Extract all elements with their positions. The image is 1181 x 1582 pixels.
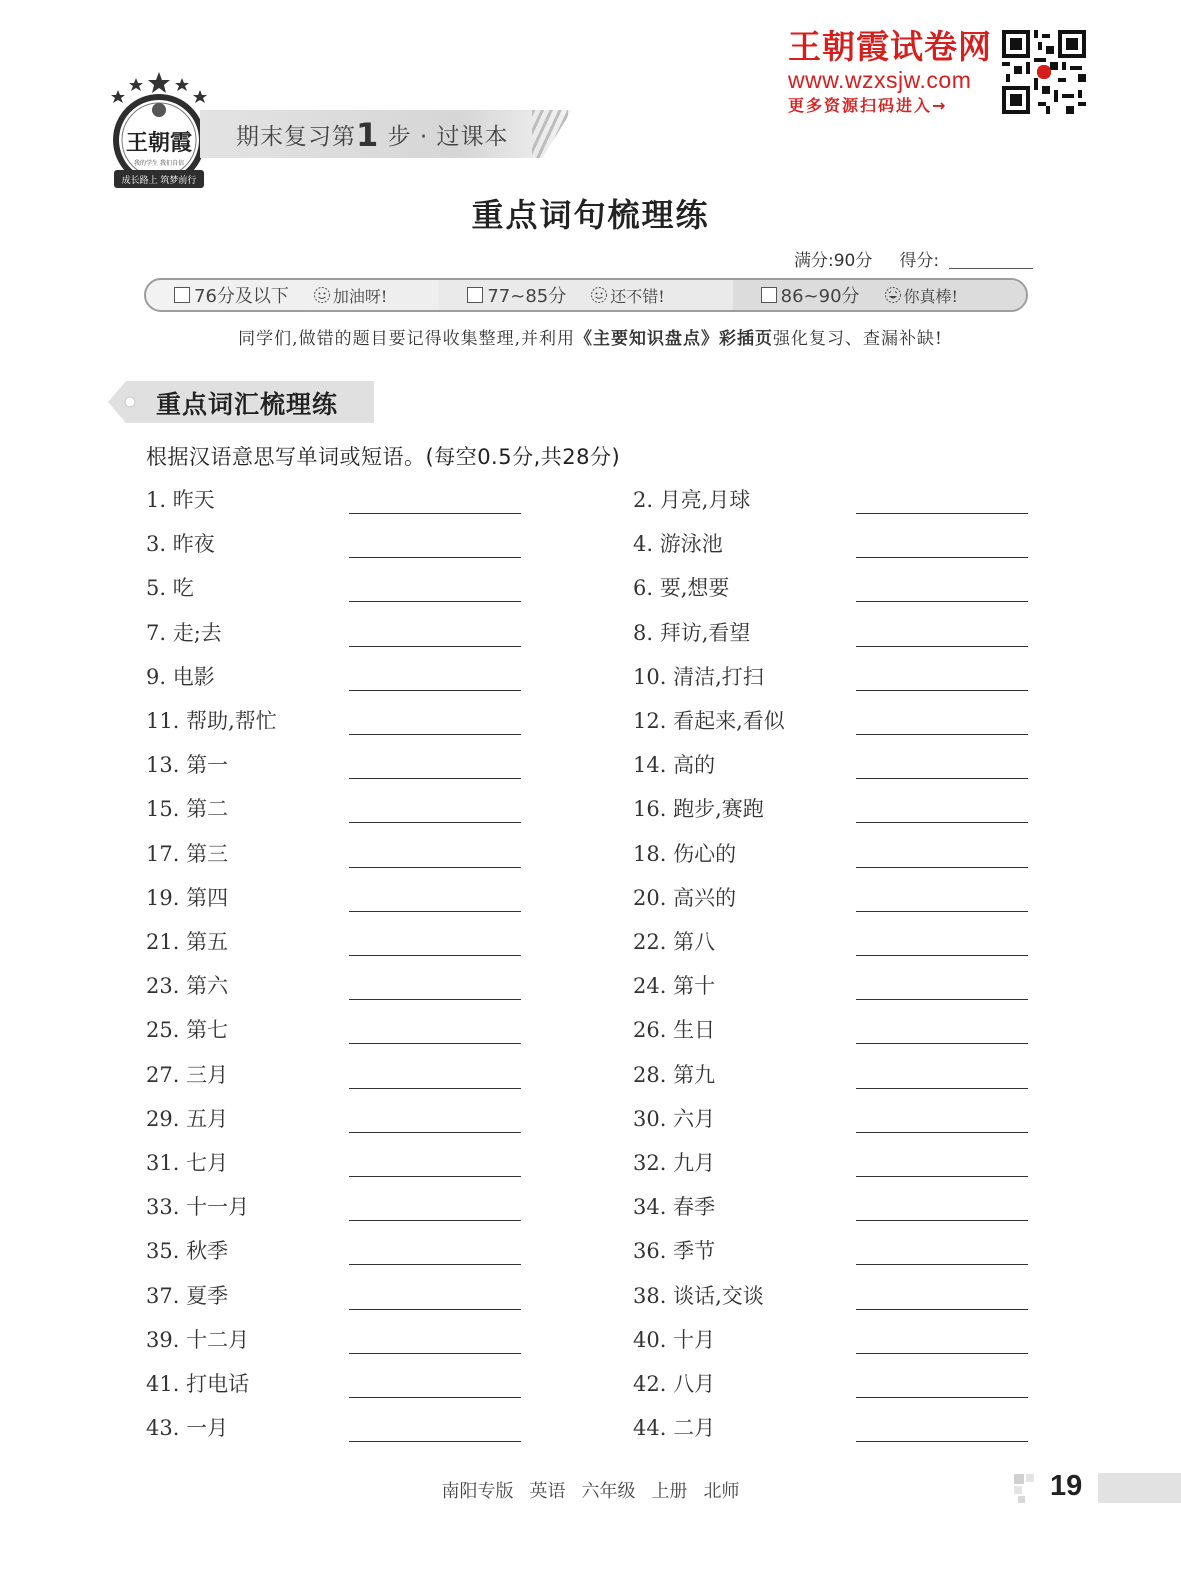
vocab-item: 17. 第三 [146,841,229,866]
vocab-item: 42. 八月 [633,1372,716,1396]
badge-motto: 我的学生 我们自信 [134,160,184,167]
vocab-item: 28. 第九 [633,1062,716,1087]
answer-blank[interactable] [349,955,521,956]
badge-slogan: 成长路上 筑梦前行 [121,176,197,186]
answer-blank[interactable] [856,1353,1028,1354]
answer-blank[interactable] [856,955,1028,956]
vocab-item: 2. 月亮,月球 [633,488,751,512]
answer-blank[interactable] [349,1353,521,1354]
answer-blank[interactable] [349,1043,521,1044]
answer-blank[interactable] [349,690,521,691]
vocab-item: 44. 二月 [633,1416,716,1441]
brand-name: 王朝霞试卷网 [788,27,992,66]
vocab-item: 25. 第七 [146,1018,229,1043]
vocab-item: 14. 高的 [633,753,716,778]
answer-blank[interactable] [349,911,521,912]
vocab-item: 40. 十月 [633,1327,716,1352]
answer-blank[interactable] [856,1088,1028,1089]
vocab-item: 39. 十二月 [146,1327,250,1352]
answer-blank[interactable] [349,1132,521,1133]
answer-blank[interactable] [349,513,521,514]
answer-blank[interactable] [856,690,1028,691]
answer-blank[interactable] [856,1309,1028,1310]
vocab-item: 38. 谈话,交谈 [633,1283,764,1308]
answer-blank[interactable] [856,513,1028,514]
vocab-item: 8. 拜访,看望 [633,620,751,645]
vocab-item: 43. 一月 [146,1416,229,1441]
vocab-item: 5. 吃 [146,576,194,601]
vocab-item: 1. 昨天 [146,488,215,512]
page-number-bar [1098,1473,1181,1503]
answer-blank[interactable] [856,646,1028,647]
vocab-item: 41. 打电话 [146,1372,250,1396]
answer-blank[interactable] [856,1397,1028,1398]
vocab-item: 10. 清洁,打扫 [633,664,764,689]
vocab-item: 36. 季节 [633,1239,716,1264]
rating-segment-low: 76分及以下 加油呀! [146,280,439,310]
answer-blank[interactable] [856,911,1028,912]
answer-blank[interactable] [856,1441,1028,1442]
vocab-item: 6. 要,想要 [633,576,730,601]
brand-cta: 更多资源扫码进入→ [788,96,948,115]
brand-url[interactable]: www.wzxsjw.com [788,67,972,93]
vocab-item: 27. 三月 [146,1062,229,1087]
answer-blank[interactable] [349,822,521,823]
answer-blank[interactable] [349,1220,521,1221]
vocab-item: 19. 第四 [146,885,229,910]
answer-blank[interactable] [856,1176,1028,1177]
answer-blank[interactable] [349,646,521,647]
answer-blank[interactable] [349,1309,521,1310]
vocab-item: 23. 第六 [146,974,229,999]
vocab-item: 9. 电影 [146,664,215,689]
vocab-item: 11. 帮助,帮忙 [146,709,277,733]
answer-blank[interactable] [856,1220,1028,1221]
answer-blank[interactable] [349,1264,521,1265]
vocab-item: 22. 第八 [633,930,716,954]
vocab-item: 26. 生日 [633,1018,716,1043]
answer-blank[interactable] [856,1132,1028,1133]
answer-blank[interactable] [856,601,1028,602]
vocab-item: 31. 七月 [146,1151,229,1175]
vocab-item: 33. 十一月 [146,1195,250,1220]
footer-edition: 南阳专版 英语 六年级 上册 北师 [441,1481,740,1502]
vocab-item: 12. 看起来,看似 [633,709,785,733]
section-title: 重点词汇梳理练 [156,390,339,419]
vocab-item: 21. 第五 [146,930,229,954]
answer-blank[interactable] [856,1264,1028,1265]
page-number: 19 [1050,1470,1083,1502]
rating-segment-high: 86~90分 你真棒! [733,280,1026,310]
vocab-item: 3. 昨夜 [146,532,215,557]
vocab-item: 7. 走;去 [146,620,222,645]
answer-blank[interactable] [856,734,1028,735]
reminder-text: 同学们,做错的题目要记得收集整理,并利用《主要知识盘点》彩插页强化复习、查漏补缺! [238,329,943,349]
vocab-item: 34. 春季 [633,1195,716,1220]
answer-blank[interactable] [349,734,521,735]
full-score-label: 满分:90分 [794,251,873,271]
answer-blank[interactable] [349,601,521,602]
answer-blank[interactable] [349,1176,521,1177]
rating-segment-mid: 77~85分 还不错! [439,280,732,310]
vocab-item: 30. 六月 [633,1106,716,1131]
vocab-item: 37. 夏季 [146,1283,229,1308]
answer-blank[interactable] [349,999,521,1000]
page-corner-mark [1014,1474,1044,1504]
answer-blank[interactable] [349,778,521,779]
answer-blank[interactable] [856,778,1028,779]
answer-blank[interactable] [856,999,1028,1000]
vocab-item: 13. 第一 [146,753,229,778]
vocab-item: 32. 九月 [633,1151,716,1175]
answer-blank[interactable] [856,557,1028,558]
vocab-item: 20. 高兴的 [633,885,737,910]
vocab-item: 35. 秋季 [146,1239,229,1264]
vocab-item: 24. 第十 [633,974,716,999]
step-title: 期末复习第1 步 · 过课本 [236,116,509,154]
answer-blank[interactable] [349,1088,521,1089]
answer-blank[interactable] [856,1043,1028,1044]
answer-blank[interactable] [349,867,521,868]
vocab-item: 18. 伤心的 [633,841,737,866]
answer-blank[interactable] [349,1441,521,1442]
answer-blank[interactable] [856,867,1028,868]
got-score-label: 得分: [899,251,940,271]
vocab-item: 15. 第二 [146,797,229,822]
vocab-item: 29. 五月 [146,1106,229,1131]
badge-name: 王朝霞 [125,130,193,156]
vocab-item: 4. 游泳池 [633,532,723,557]
vocab-item: 16. 跑步,赛跑 [633,797,764,822]
answer-blank[interactable] [856,822,1028,823]
answer-blank[interactable] [349,1397,521,1398]
page-title: 重点词句梳理练 [471,196,710,234]
instruction: 根据汉语意思写单词或短语。(每空0.5分,共28分) [146,445,621,469]
answer-blank[interactable] [349,557,521,558]
